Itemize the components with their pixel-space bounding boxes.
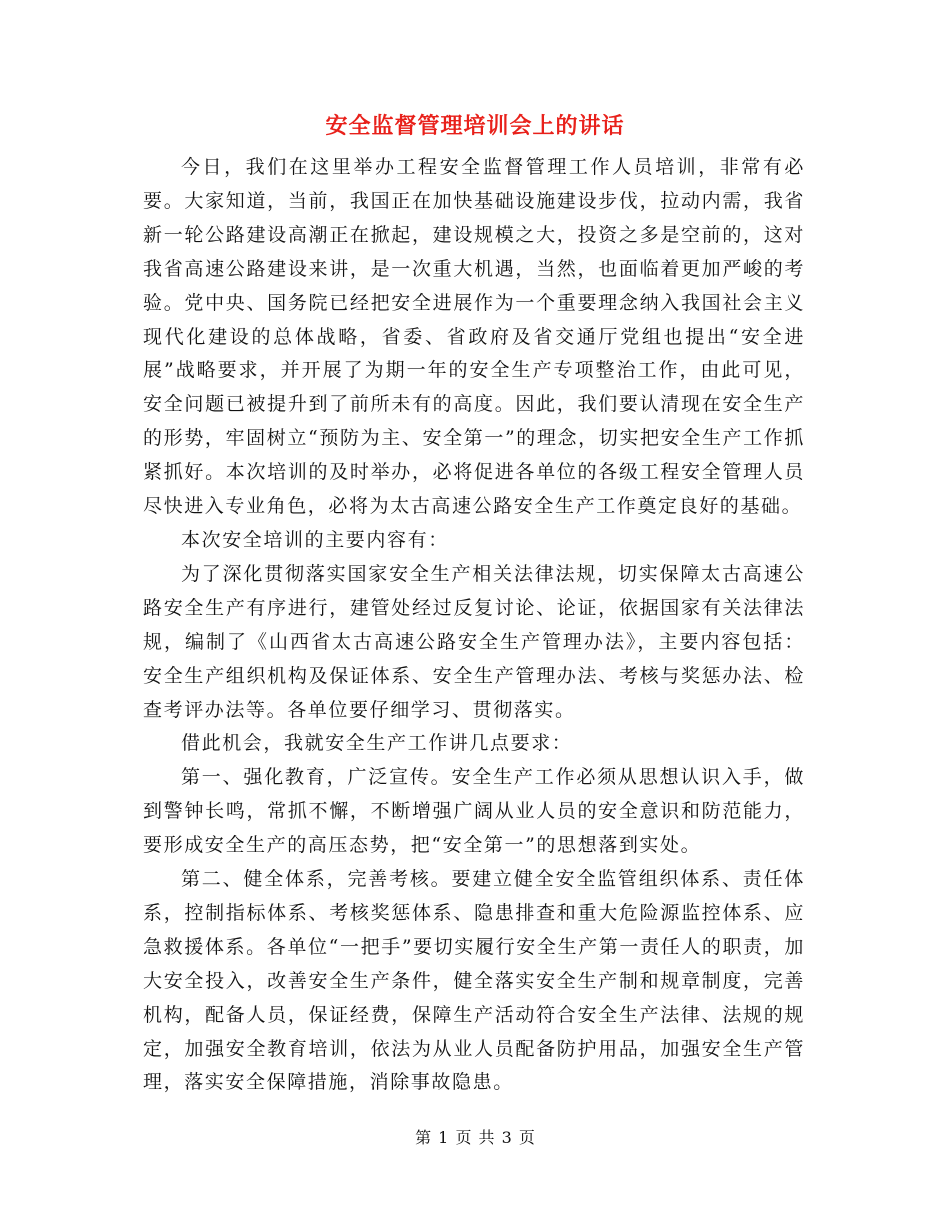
paragraph-training-content-heading: 本次安全培训的主要内容有： (181, 528, 449, 551)
page-number-footer: 第 1 页 共 3 页 (415, 1128, 535, 1147)
paragraph-training-content: 为了深化贯彻落实国家安全生产相关法律法规，切实保障太古高速公路安全生产有序进行，建管处经过反复讨论、论证，依据国家有关法律法规，编制了《山西省太古高速公路安全生产管理办法》，主要内容包括：安全生产组织机构及保证体系、安全生产管理办法、考核与奖惩办法、检查考评办法等。各单位要仔细学习、贯彻落实。 (143, 562, 805, 721)
document-body (143, 151, 805, 1100)
paragraph-requirement-second: 第二、健全体系，完善考核。要建立健全安全监管组织体系、责任体系，控制指标体系、考核奖惩体系、隐患排查和重大危险源监控体系、应急救援体系。各单位“一把手”要切实履行安全生产第一责任人的职责，加大安全投入，改善安全生产条件，健全落实安全生产制和规章制度，完善机构，配备人员，保证经费，保障生产活动符合安全生产法律、法规的规定，加强安全教育培训，依法为从业人员配备防护用品，加强安全生产管理，落实安全保障措施，消除事故隐患。 (143, 868, 805, 1094)
paragraph-requirements-heading: 借此机会，我就安全生产工作讲几点要求： (181, 732, 573, 755)
document-title: 安全监督管理培训会上的讲话 (325, 113, 625, 139)
paragraph-requirement-first: 第一、强化教育，广泛宣传。安全生产工作必须从思想认识入手，做到警钟长鸣，常抓不懈，不断增强广阔从业人员的安全意识和防范能力，要形成安全生产的高压态势，把“安全第一”的思想落到实处。 (143, 766, 805, 857)
paragraph-intro: 今日，我们在这里举办工程安全监督管理工作人员培训，非常有必要。大家知道，当前，我国正在加快基础设施建设步伐，拉动内需，我省新一轮公路建设高潮正在掀起，建设规模之大，投资之多是空前的，这对我省高速公路建设来讲，是一次重大机遇，当然，也面临着更加严峻的考验。党中央、国务院已经把安全进展作为一个重要理念纳入我国社会主义现代化建设的总体战略，省委、省政府及省交通厅党组也提出“安全进展”战略要求，并开展了为期一年的安全生产专项整治工作，由此可见，安全问题已被提升到了前所未有的高度。因此，我们要认清现在安全生产的形势，牢固树立“预防为主、安全第一”的理念，切实把安全生产工作抓紧抓好。本次培训的及时举办，必将促进各单位的各级工程安全管理人员尽快进入专业角色，必将为太古高速公路安全生产工作奠定良好的基础。 (143, 156, 805, 518)
